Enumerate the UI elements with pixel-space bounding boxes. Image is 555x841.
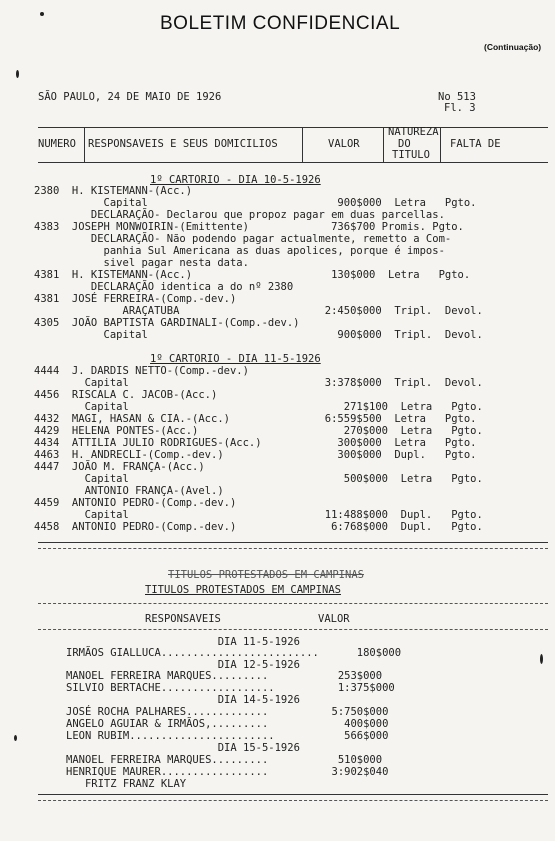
col-divider: [84, 128, 85, 162]
protest-col-valor: VALOR: [318, 613, 350, 625]
entry-line: ANTONIO FRANÇA-(Avel.): [34, 485, 224, 497]
entry-line: 4458 ANTONIO PEDRO-(Comp.-dev.) 6:768$000 Dupl. Pgto.: [34, 521, 483, 533]
header-top-rule: [38, 127, 548, 128]
entry-line: Capital 900$000 Letra Pgto.: [34, 197, 477, 209]
protest-row: DIA 15-5-1926: [66, 742, 300, 754]
entry-line: 4447 JOÃO M. FRANÇA-(Acc.): [34, 461, 205, 473]
entry-line: 4305 JOÃO BAPTISTA GARDINALI-(Comp.-dev.): [34, 317, 300, 329]
footer-rule: [38, 794, 548, 795]
col-divider: [302, 128, 303, 162]
protest-row: IRMÃOS GIALLUCA......................... 180$000: [66, 647, 402, 659]
protest-row: JOSÉ ROCHA PALHARES............. 5:750$000: [66, 706, 389, 718]
col-natureza-1: NATUREZA: [388, 126, 439, 138]
entry-line: ARAÇATUBA 2:450$000 Tripl. Devol.: [34, 305, 483, 317]
continuation-label: (Continuação): [484, 42, 542, 52]
protest-row: LEON RUBIM....................... 566$000: [66, 730, 389, 742]
entry-line: Capital 900$000 Tripl. Devol.: [34, 329, 483, 341]
entry-line: Capital 500$000 Letra Pgto.: [34, 473, 483, 485]
col-falta: FALTA DE: [450, 138, 501, 150]
entry-line: Capital 3:378$000 Tripl. Devol.: [34, 377, 483, 389]
entry-line: panhia Sul Americana as duas apolices, porque é impos-: [34, 245, 445, 257]
footer-rule-dashed: [38, 800, 548, 801]
scan-mark: [16, 70, 19, 78]
protest-row: DIA 11-5-1926: [66, 636, 300, 648]
protest-row: MANOEL FERREIRA MARQUES......... 253$000: [66, 670, 383, 682]
entry-line: sivel pagar nesta data.: [34, 257, 249, 269]
col-natureza-2: DO: [398, 138, 411, 150]
entry-line: 4383 JOSEPH MONWOIRIN-(Emittente) 736$700 Promis. Pgto.: [34, 221, 464, 233]
protest-row: ANGELO AGUIAR & IRMÃOS,......... 400$000: [66, 718, 389, 730]
entry-line: 4459 ANTONIO PEDRO-(Comp.-dev.): [34, 497, 237, 509]
page-number: Fl. 3: [444, 102, 476, 114]
protest-row: HENRIQUE MAURER................. 3:902$040: [66, 766, 389, 778]
protest-top-rule: [38, 603, 548, 604]
protest-row: DIA 14-5-1926: [66, 694, 300, 706]
scan-mark: [40, 12, 44, 16]
protest-row: SILVIO BERTACHE.................. 1:375$000: [66, 682, 395, 694]
protest-row: MANOEL FERREIRA MARQUES......... 510$000: [66, 754, 383, 766]
entry-line: DECLARAÇÃO identica a do nº 2380: [34, 281, 294, 293]
scan-mark: [14, 735, 17, 741]
page-title: BOLETIM CONFIDENCIAL: [160, 13, 401, 34]
section-heading: 1º CARTORIO - DIA 11-5-1926: [150, 353, 321, 365]
entry-line: 4456 RISCALA C. JACOB-(Acc.): [34, 389, 218, 401]
entry-line: Capital 11:488$000 Dupl. Pgto.: [34, 509, 483, 521]
entry-line: 4463 H. ANDRECLI-(Comp.-dev.) 300$000 Dupl. Pgto.: [34, 449, 477, 461]
struck-heading: TITULOS PROTESTADOS EM CAMPINAS: [168, 569, 364, 581]
scan-mark: [540, 654, 543, 664]
protest-row: FRITZ FRANZ KLAY: [66, 778, 187, 790]
entry-line: DECLARAÇÃO- Não podendo pagar actualmente, remetto a Com-: [34, 233, 452, 245]
place-date: SÃO PAULO, 24 DE MAIO DE 1926: [38, 91, 222, 103]
col-numero: NUMERO: [38, 138, 76, 150]
col-responsaveis: RESPONSAVEIS E SEUS DOMICILIOS: [88, 138, 278, 150]
entry-line: 4434 ATTILIA JULIO RODRIGUES-(Acc.) 300$000 Letra Pgto.: [34, 437, 477, 449]
col-divider: [383, 128, 384, 162]
entry-line: DECLARAÇÃO- Declarou que propoz pagar em duas parcellas.: [34, 209, 445, 221]
col-divider: [440, 128, 441, 162]
bulletin-number: No 513: [438, 91, 476, 103]
entry-line: 4444 J. DARDIS NETTO-(Comp.-dev.): [34, 365, 249, 377]
section-heading: 1º CARTORIO - DIA 10-5-1926: [150, 174, 321, 186]
protest-col-resp: RESPONSAVEIS: [145, 613, 221, 625]
protest-header-rule: [38, 629, 548, 630]
entry-line: 2380 H. KISTEMANN-(Acc.): [34, 185, 193, 197]
protest-row: DIA 12-5-1926: [66, 659, 300, 671]
col-natureza-3: TITULO: [392, 149, 430, 161]
section-rule: [38, 542, 548, 543]
section-rule-dashed: [38, 548, 548, 549]
entry-line: 4381 JOSÉ FERREIRA-(Comp.-dev.): [34, 293, 237, 305]
entry-line: Capital 271$100 Letra Pgto.: [34, 401, 483, 413]
entry-line: 4381 H. KISTEMANN-(Acc.) 130$000 Letra Pgto.: [34, 269, 471, 281]
entry-line: 4429 HELENA PONTES-(Acc.) 270$000 Letra Pgto.: [34, 425, 483, 437]
header-bottom-rule: [38, 162, 548, 163]
protest-heading: TITULOS PROTESTADOS EM CAMPINAS: [145, 584, 341, 596]
col-valor: VALOR: [328, 138, 360, 150]
entry-line: 4432 MAGI, HASAN & CIA.-(Acc.) 6:559$500 Letra Pgto.: [34, 413, 477, 425]
